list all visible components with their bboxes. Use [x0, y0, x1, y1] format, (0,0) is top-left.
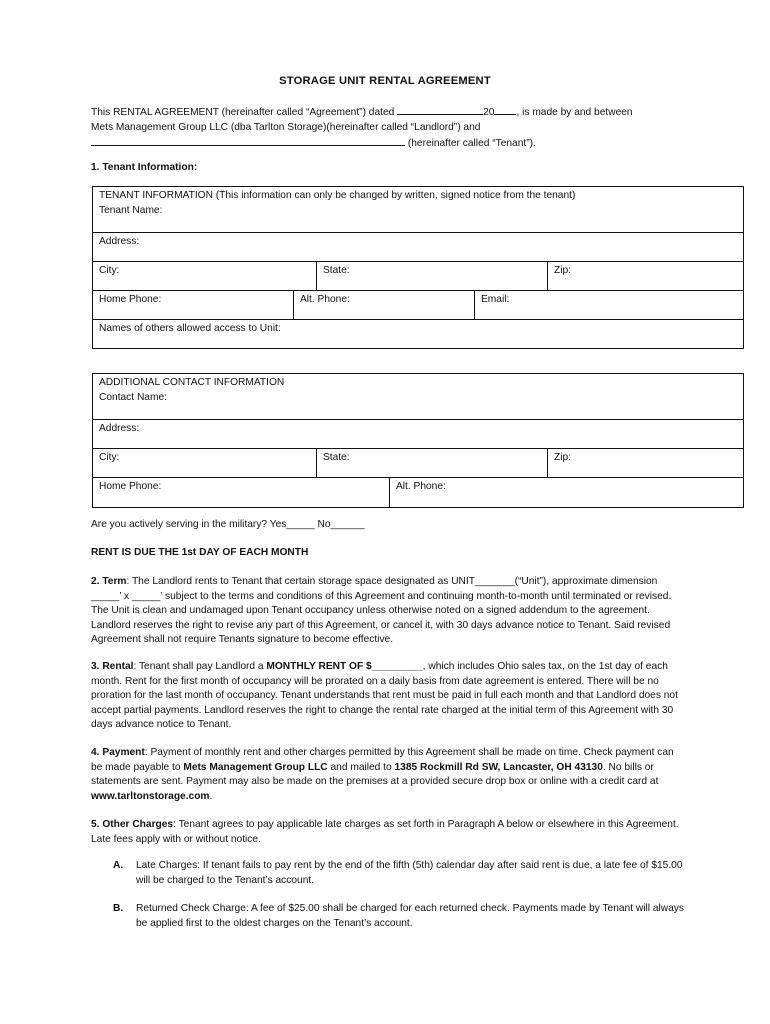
tenant-address-label: Address: [99, 236, 140, 247]
tenant-email-field[interactable] [474, 291, 743, 319]
contact-alt-phone-field[interactable] [389, 478, 743, 507]
contact-city-field[interactable] [93, 449, 316, 477]
contact-city-row [93, 449, 743, 478]
contact-info-header: ADDITIONAL CONTACT INFORMATION [99, 377, 285, 388]
year-blank-field[interactable] [494, 104, 516, 115]
contact-name-label: Contact Name: [99, 391, 167, 403]
contact-name-row[interactable] [93, 374, 743, 420]
contact-state-label: State: [323, 452, 350, 463]
additional-contact-box [92, 373, 744, 508]
payment-website: www.tarltonstorage.com [91, 790, 210, 802]
contact-zip-field[interactable] [547, 449, 743, 477]
intro-line3-text: (hereinafter called “Tenant”). [407, 138, 536, 150]
tenant-home-phone-field[interactable] [93, 291, 293, 319]
contact-state-field[interactable] [316, 449, 547, 477]
section1-heading: 1. Tenant Information: [91, 162, 198, 173]
contact-alt-phone-label: Alt. Phone: [396, 481, 446, 492]
tenant-address-row[interactable] [93, 233, 743, 262]
intro-year-prefix: 20 [483, 107, 495, 118]
term-text: : The Landlord rents to Tenant that certain storage space designated as UNIT_______(“Unit”), approximate dimension _____’ x _____’ subject to the terms and conditions of this Agreement and continuing month-to-month until terminated or revised. The Unit is clean and undamaged upon Tenant occupancy unless otherwise noted on a signed addendum to the agreement. Landlord reserves the right to revise any part of this Agreement, or cancel it, with 30 days advance notice to Tenant. Said revised Agreement shall not require Tenants signature to become effective. [91, 576, 672, 646]
rent-due-notice: RENT IS DUE THE 1st DAY OF EACH MONTH [91, 547, 309, 558]
payment-paragraph [91, 746, 683, 804]
tenant-email-label: Email: [481, 294, 510, 305]
payment-text-3: . No bills or statements are sent. Payment may also be made on the premises at a provided secure drop box or online with a credit card at [91, 761, 659, 788]
tenant-alt-phone-field[interactable] [293, 291, 474, 319]
tenant-alt-phone-label: Alt. Phone: [300, 294, 350, 305]
tenant-home-phone-label: Home Phone: [99, 294, 162, 305]
contact-city-label: City: [99, 452, 120, 463]
payment-payee: Mets Management Group LLC [183, 761, 328, 773]
rental-paragraph [91, 660, 683, 733]
tenant-name-label: Tenant Name: [99, 204, 163, 216]
item-a-label: A. [113, 860, 124, 871]
payment-text-4: . [209, 790, 213, 802]
tenant-phone-row [93, 291, 743, 320]
item-b-label: B. [113, 903, 124, 914]
tenant-city-row [93, 262, 743, 291]
tenant-zip-label: Zip: [554, 265, 571, 276]
tenant-name-row[interactable] [93, 187, 743, 233]
term-paragraph [91, 575, 683, 648]
payment-address: 1385 Rockmill Rd SW, Lancaster, OH 43130 [394, 761, 603, 773]
rental-text-1: : Tenant shall pay Landlord a [133, 661, 267, 672]
tenant-state-label: State: [323, 265, 350, 276]
tenant-others-label: Names of others allowed access to Unit: [99, 323, 281, 334]
intro-line2-text: Mets Management Group LLC (dba Tarlton Storage)(hereinafter called “Landlord”) and [91, 121, 481, 133]
contact-phone-row [93, 478, 743, 507]
tenant-city-field[interactable] [93, 262, 316, 290]
intro-line1-end: , is made by and between [516, 107, 633, 118]
term-label: 2. Term [91, 576, 127, 587]
other-charges-text: : Tenant agrees to pay applicable late charges as set forth in Paragraph A below or elsewhere in this Agreement. Late fees apply with or without notice. [91, 819, 679, 845]
rental-text-2: , which includes Ohio sales tax, on the 1st day of each month. Rent for the first month of occupancy will be prorated on a daily basis from date agreement is entered. There will be no proration for the last month of occupancy. Tenant understands that rent must be paid in full each month and that Landlord does not accept partial payments. Landlord reserves the right to change the rental rate charged at the initial term of this Agreement with 30 days advance notice to Tenant. [91, 661, 678, 731]
contact-home-phone-label: Home Phone: [99, 481, 162, 492]
payment-label: 4. Payment [91, 747, 145, 758]
rental-label: 3. Rental [91, 661, 134, 672]
intro-paragraph [91, 104, 691, 152]
other-charges-label: 5. Other Charges [91, 819, 174, 830]
tenant-others-row[interactable] [93, 320, 743, 348]
tenant-state-field[interactable] [316, 262, 547, 290]
payment-text-1: : Payment of monthly rent and other charges permitted by this Agreement shall be made on time. Check payment can be made payable to [91, 747, 674, 773]
tenant-city-label: City: [99, 265, 120, 276]
tenant-name-blank-field[interactable] [91, 135, 405, 146]
contact-zip-label: Zip: [554, 452, 571, 463]
late-charges-item [113, 859, 688, 889]
contact-address-label: Address: [99, 423, 140, 434]
intro-line1-text: This RENTAL AGREEMENT (hereinafter called “Agreement”) dated [91, 107, 398, 118]
returned-check-item [113, 902, 688, 932]
contact-address-row[interactable] [93, 420, 743, 449]
tenant-info-header: TENANT INFORMATION (This information can only be changed by written, signed notice from the tenant) [99, 190, 576, 201]
tenant-zip-field[interactable] [547, 262, 743, 290]
date-blank-field[interactable] [397, 104, 483, 115]
monthly-rent-label: MONTHLY RENT OF $_________ [266, 661, 423, 672]
payment-text-2: and mailed to [327, 761, 395, 773]
military-question: Are you actively serving in the military? Yes_____ No______ [91, 519, 365, 530]
item-b-text: Returned Check Charge: A fee of $25.00 shall be charged for each returned check. Payments made by Tenant will always be applied first to the oldest charges on the Tenant’s account. [136, 903, 684, 929]
tenant-info-box [92, 186, 744, 349]
item-a-text: Late Charges: If tenant fails to pay rent by the end of the fifth (5th) calendar day after said rent is due, a late fee of $15.00 will be charged to the Tenant’s account. [136, 860, 683, 886]
document-title: STORAGE UNIT RENTAL AGREEMENT [279, 75, 491, 87]
contact-home-phone-field[interactable] [93, 478, 389, 507]
other-charges-paragraph [91, 818, 683, 847]
